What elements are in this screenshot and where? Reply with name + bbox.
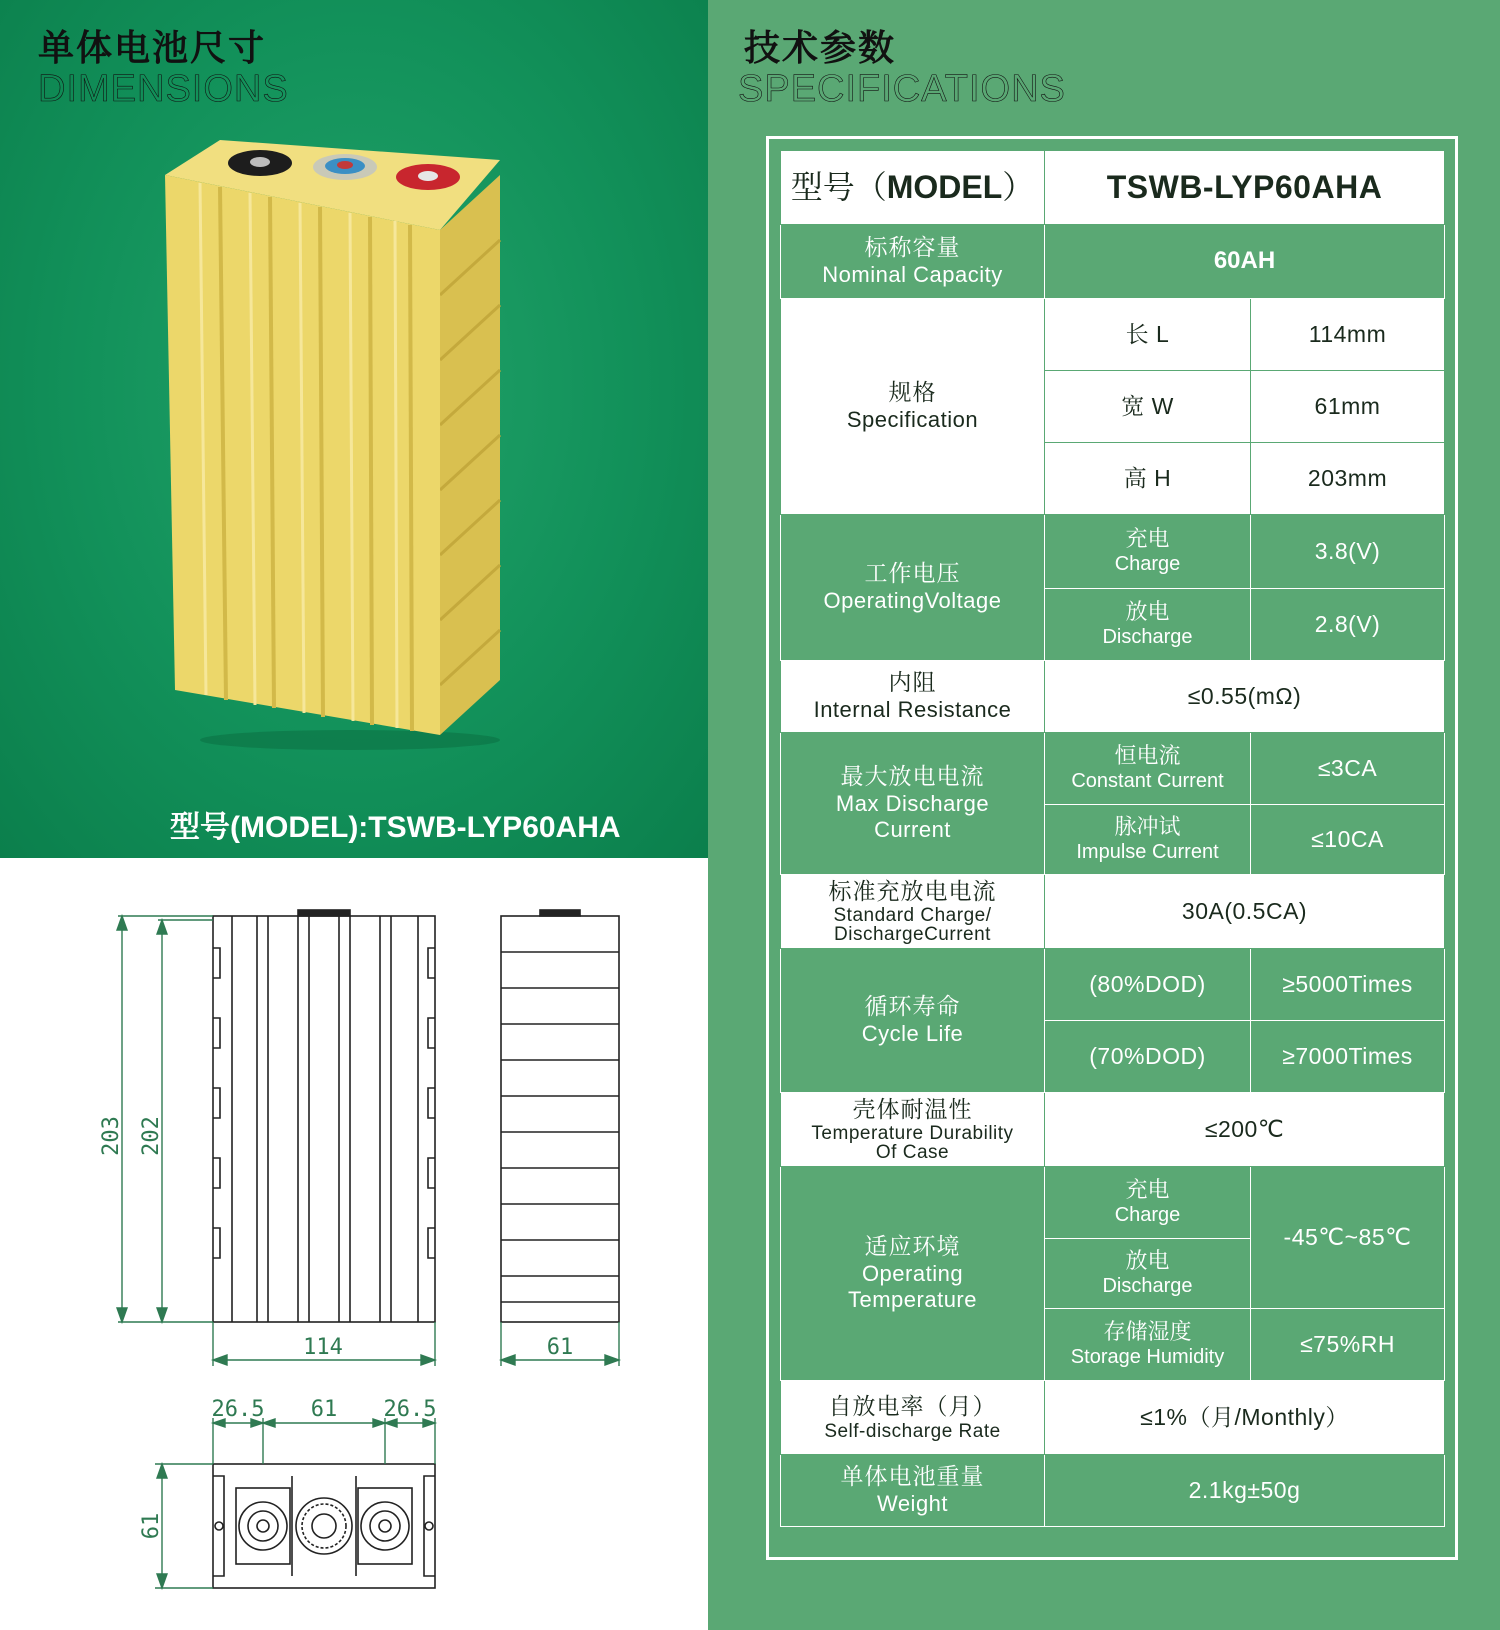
row-self-discharge	[781, 1381, 1445, 1455]
model-value: TSWB-LYP60AHA	[1106, 168, 1383, 205]
charge-label-en: Charge	[1114, 552, 1181, 575]
row-voltage-charge	[781, 515, 1445, 589]
spec-table	[780, 150, 1445, 1527]
spec-label-en: Specification	[846, 407, 979, 433]
width-spec-label: 宽 W	[1121, 392, 1174, 419]
cycle-life-label-cn: 循环寿命	[864, 993, 961, 1020]
humidity-label-cn: 存储湿度	[1103, 1319, 1192, 1345]
weight-value: 2.1kg±50g	[1188, 1476, 1301, 1503]
width-spec-value: 61mm	[1314, 392, 1381, 419]
dimensions-photo-panel	[0, 0, 708, 858]
impulse-current-label-en: Impulse Current	[1076, 840, 1219, 863]
capacity-label-cn: 标称容量	[864, 234, 961, 261]
case-temp-value: ≤200℃	[1204, 1115, 1285, 1142]
specifications-title-cn: 技术参数	[744, 28, 897, 69]
row-cycle-80	[781, 949, 1445, 1021]
top-view-drawing	[213, 1464, 435, 1588]
capacity-label-en: Nominal Capacity	[822, 262, 1003, 288]
spec-label-cn: 规格	[888, 379, 937, 406]
row-weight	[781, 1455, 1445, 1527]
row-spec-length	[781, 299, 1445, 371]
std-current-label-cn: 标准充放电电流	[828, 878, 997, 905]
environment-label-cn: 适应环境	[864, 1233, 961, 1260]
top-middle-label: 61	[310, 1397, 338, 1422]
voltage-label-cn: 工作电压	[864, 560, 961, 587]
dod-80-label: (80%DOD)	[1089, 970, 1206, 997]
model-caption: 型号(MODEL):TSWB-LYP60AHA	[170, 811, 621, 844]
battery-cell-photo	[160, 135, 530, 755]
model-label: 型号（MODEL）	[790, 167, 1035, 206]
constant-current-value: ≤3CA	[1317, 754, 1378, 781]
front-view-drawing	[213, 910, 435, 1322]
row-discharge-constant	[781, 733, 1445, 805]
row-model	[781, 151, 1445, 225]
charge-label-cn: 充电	[1125, 526, 1170, 552]
env-charge-label-cn: 充电	[1125, 1177, 1170, 1203]
resistance-label-cn: 内阻	[888, 669, 937, 696]
constant-current-label-cn: 恒电流	[1114, 743, 1181, 769]
top-right-label: 26.5	[383, 1397, 437, 1422]
max-discharge-label-en-1: Max Discharge	[835, 791, 990, 817]
std-current-value: 30A(0.5CA)	[1181, 897, 1308, 924]
top-depth-label: 61	[139, 1512, 164, 1540]
specifications-title-en: SPECIFICATIONS	[738, 68, 1066, 110]
weight-label-en: Weight	[876, 1491, 949, 1517]
specifications-panel	[708, 0, 1500, 1630]
std-current-label-en-1: Standard Charge/	[833, 905, 992, 927]
environment-label-en-2: Temperature	[847, 1287, 977, 1313]
constant-current-label-en: Constant Current	[1071, 769, 1224, 792]
impulse-current-label-cn: 脉冲试	[1114, 814, 1181, 840]
height-outer-label: 203	[99, 1116, 124, 1156]
height-spec-value: 203mm	[1307, 464, 1388, 491]
env-charge-label-en: Charge	[1114, 1203, 1181, 1226]
max-discharge-label-en-2: Current	[874, 817, 951, 843]
dimensions-title-cn: 单体电池尺寸	[38, 28, 267, 69]
discharge-voltage-value: 2.8(V)	[1314, 610, 1381, 637]
weight-label-cn: 单体电池重量	[840, 1463, 985, 1490]
resistance-value: ≤0.55(mΩ)	[1187, 682, 1302, 709]
impulse-current-value: ≤10CA	[1311, 825, 1384, 852]
self-discharge-value: ≤1%（月/Monthly）	[1140, 1403, 1349, 1430]
cycle-life-label-en: Cycle Life	[861, 1021, 964, 1047]
row-env-charge	[781, 1167, 1445, 1239]
length-label: 长 L	[1125, 320, 1170, 347]
discharge-label-cn: 放电	[1125, 599, 1170, 625]
side-width-label: 61	[546, 1335, 574, 1360]
height-spec-label: 高 H	[1123, 464, 1172, 491]
self-discharge-label-en: Self-discharge Rate	[824, 1420, 1001, 1442]
dod-70-value: ≥7000Times	[1282, 1042, 1413, 1069]
case-temp-label-cn: 壳体耐温性	[852, 1096, 973, 1123]
dod-70-label: (70%DOD)	[1089, 1042, 1206, 1069]
env-discharge-label-en: Discharge	[1102, 1274, 1193, 1297]
dimensions-title-en: DIMENSIONS	[38, 68, 289, 110]
row-resistance	[781, 661, 1445, 733]
discharge-label-en: Discharge	[1102, 625, 1193, 648]
drawings-canvas	[0, 858, 708, 1630]
row-standard-current	[781, 875, 1445, 949]
top-left-label: 26.5	[211, 1397, 265, 1422]
side-view-drawing	[501, 910, 619, 1322]
dod-80-value: ≥5000Times	[1282, 970, 1413, 997]
resistance-label-en: Internal Resistance	[813, 697, 1012, 723]
environment-label-en-1: Operating	[861, 1261, 964, 1287]
case-temp-label-en-2: Of Case	[875, 1142, 950, 1164]
length-value: 114mm	[1308, 320, 1387, 347]
humidity-label-en: Storage Humidity	[1070, 1345, 1225, 1368]
capacity-value: 60AH	[1213, 247, 1276, 275]
self-discharge-label-cn: 自放电率（月）	[828, 1394, 997, 1421]
row-capacity	[781, 225, 1445, 299]
row-case-temperature	[781, 1093, 1445, 1167]
dimension-drawings	[0, 858, 708, 1630]
max-discharge-label-cn: 最大放电电流	[840, 763, 985, 790]
case-temp-label-en-1: Temperature Durability	[811, 1123, 1014, 1145]
humidity-value: ≤75%RH	[1300, 1330, 1395, 1357]
env-discharge-label-cn: 放电	[1125, 1248, 1170, 1274]
std-current-label-en-2: DischargeCurrent	[834, 924, 991, 946]
env-temp-value: -45℃~85℃	[1283, 1223, 1412, 1250]
width-label: 114	[303, 1335, 343, 1360]
voltage-label-en: OperatingVoltage	[823, 588, 1002, 614]
height-inner-label: 202	[139, 1116, 164, 1156]
charge-voltage-value: 3.8(V)	[1314, 537, 1381, 564]
